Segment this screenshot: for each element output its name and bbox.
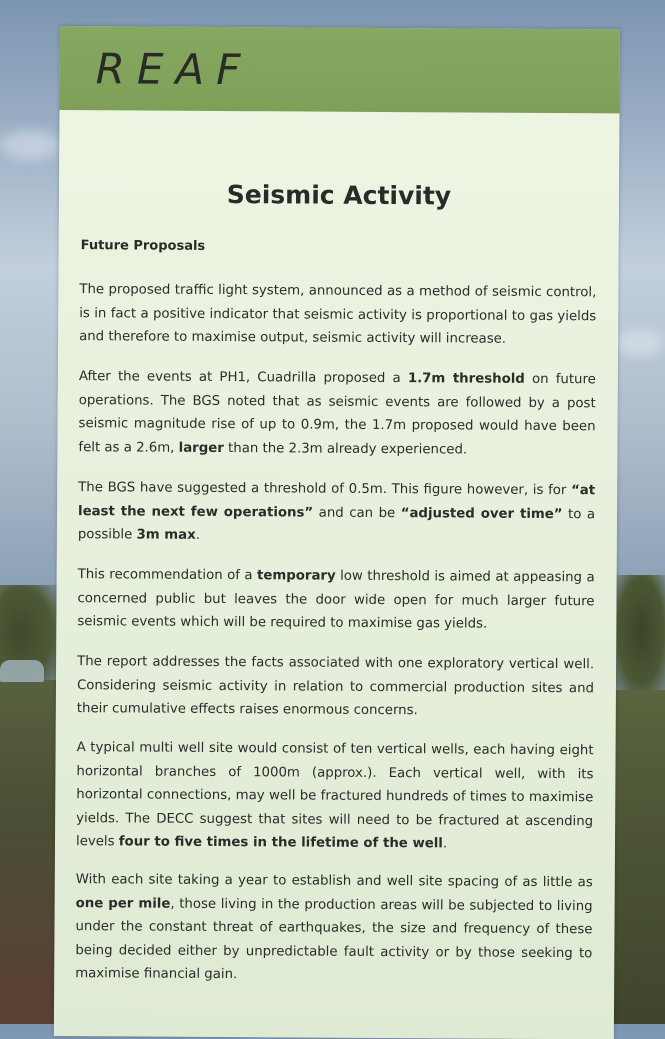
paragraph-text: to a possible — [77, 506, 596, 543]
paragraph-ph1-threshold — [78, 365, 596, 462]
paragraph-text: The proposed traffic light system, announced as a method of seismic control, is in fact a positive indicator that seismic activity is proportional to gas yields and therefore to maximise output, seismic activity will increase. — [79, 282, 597, 347]
paragraph-text: After the events at PH1, Cuadrilla proposed a — [78, 369, 408, 387]
emphasis-text: 1.7m threshold — [407, 371, 525, 387]
paragraph-text: . — [195, 527, 200, 543]
sky-cloud — [0, 130, 60, 160]
paragraph-multi-well-site — [76, 736, 594, 857]
shed — [0, 660, 44, 682]
sky-cloud — [615, 330, 665, 356]
paragraph-temporary-threshold — [77, 563, 594, 637]
paragraph-text: The BGS have suggested a threshold of 0.5m. This figure however, is for — [78, 480, 572, 499]
emphasis-text: four to five times in the lifetime of the well — [118, 834, 443, 852]
emphasis-text: one per mile — [75, 895, 171, 912]
emphasis-text: “adjusted over time” — [400, 505, 563, 522]
paragraph-traffic-light — [79, 278, 596, 352]
board-title: Seismic Activity — [226, 180, 452, 211]
section-subheading: Future Proposals — [80, 238, 206, 254]
reaf-logo: REAF — [95, 44, 253, 95]
paragraph-text: than the 2.3m already experienced. — [223, 440, 468, 457]
paragraph-text: on future operations. The BGS noted that as seismic events are followed by a post seismic magnitude rise of up to 0.9m, the 1.7m proposed would have been felt as a 2.6m, — [78, 371, 596, 456]
emphasis-text: “at least the next few operations” — [77, 483, 596, 521]
information-board — [54, 26, 620, 1039]
board-header — [59, 26, 620, 113]
emphasis-text: larger — [178, 440, 224, 456]
paragraph-exploratory-well — [77, 650, 594, 724]
paragraph-text: The report addresses the facts associated with one exploratory vertical well. Considering seismic activity in relation to commercial production sites and their cumulative effects raises enormous concerns. — [76, 654, 595, 719]
paragraph-text: and can be — [313, 505, 401, 521]
emphasis-text: temporary — [256, 568, 336, 584]
paragraph-bgs-threshold — [78, 476, 595, 550]
paragraph-text: , those living in the production areas will be subjected to living under the constant threat of earthquakes, the size and frequency of these being decided either by unpredictable fault activity or by those seeking to maximise financial gain. — [75, 896, 593, 983]
paragraph-text: With each site taking a year to establish and well site spacing of as little as — [75, 872, 593, 891]
emphasis-text: 3m max — [136, 527, 196, 543]
paragraph-text: A typical multi well site would consist of ten vertical wells, each having eight horizontal branches of 1000m (approx.). Each vertical well, with its horizontal connections, may well be fractured hundreds of times to maximise yields. The DECC suggest that sites will need to be fractured at ascending levels — [75, 740, 594, 850]
paragraph-text: This recommendation of a — [77, 567, 258, 584]
paragraph-text: low threshold is aimed at appeasing a concerned public but leaves the door wide open for much larger future seismic events which will be required to maximise gas yields. — [77, 568, 595, 632]
paragraph-text: . — [442, 836, 448, 852]
paragraph-well-spacing — [75, 868, 593, 989]
